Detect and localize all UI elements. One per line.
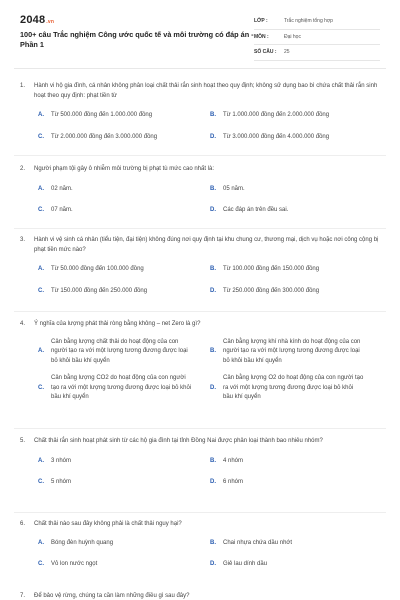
option-letter: D. [210,133,216,140]
option-text: 6 nhóm [223,479,244,485]
option-letter: B. [210,112,216,118]
question-text: Chất thải nào sau đây không phải là chất thải nguy hại? [34,521,182,527]
option-text: 3 nhóm [51,457,72,464]
option-text: 07 năm. [51,207,73,213]
question-4 [20,320,380,411]
question-text: Chất thải rắn sinh hoạt phát sinh từ các hộ gia đình tại tỉnh Đồng Nai được phân loại thành bao nhiêu nhóm? [34,438,323,444]
option-c[interactable] [20,478,192,488]
question-separator [14,428,386,429]
question-separator [14,155,386,156]
option-a[interactable] [20,338,192,367]
option-text: Giẻ lau dính dầu [223,561,268,567]
option-c[interactable] [20,560,192,570]
question-1 [20,82,380,154]
question-stem [20,520,380,530]
option-c[interactable] [20,133,192,143]
meta-key: SỐ CÂU : [254,49,277,56]
option-letter: B. [210,185,216,192]
options [20,539,380,582]
question-stem [20,236,380,255]
option-letter: B. [210,266,216,272]
option-a[interactable] [20,539,192,549]
option-text: 05 năm. [223,185,245,192]
meta-value: Trắc nghiệm tổng hợp [284,18,333,25]
option-letter: C. [38,561,44,567]
option-text: Từ 100.000 đồng đến 150.000 đồng [223,266,320,272]
option-text: Từ 2.000.000 đồng đến 3.000.000 đồng [51,133,158,140]
option-d[interactable] [192,133,364,143]
question-text: Để bảo vệ rừng, chúng ta cần làm những điều gì sau đây? [34,593,190,599]
meta-table [254,14,380,61]
option-letter: A. [38,112,44,118]
option-text: Từ 250.000 đồng đến 300.000 đồng [223,287,320,294]
meta-key: LỚP : [254,18,268,25]
options [20,265,380,308]
question-separator [14,311,386,312]
options [20,185,380,228]
option-letter: C. [38,207,44,213]
option-text: 02 năm. [51,185,73,192]
option-c[interactable] [20,206,192,216]
option-text: Từ 150.000 đồng đến 250.000 đồng [51,287,148,294]
option-letter: C. [38,133,44,140]
meta-value: Đại học [284,33,301,40]
question-number: 5. [20,438,26,444]
question-text: Hành vi hộ gia đình, cá nhân không phân loại chất thải rắn sinh hoạt theo quy định; không sử dụng bao bì chứa chất thải rắn sinh hoạt theo quy định: phạt tiền từ [34,83,378,99]
question-stem [20,437,380,447]
document-title: 100+ câu Trắc nghiệm Công ước quốc tế và môi trường có đáp án - Phần 1 [20,30,254,49]
question-7 [20,592,380,600]
option-letter: C. [38,479,44,485]
question-number: 7. [20,593,26,599]
option-letter: D. [210,207,216,213]
question-3 [20,236,380,308]
question-text: Ý nghĩa của lượng phát thải ròng bằng không – net Zero là gì? [34,321,201,327]
option-letter: A. [38,539,44,546]
logo-suffix: .vn [46,19,55,25]
option-letter: C. [38,384,44,391]
option-letter: B. [210,457,216,464]
option-letter: D. [210,561,216,567]
option-text: Cân bằng lượng chất thải do hoạt động của con người tạo ra với một lượng tương đương được loại bỏ khỏi bầu khí quyển [51,338,188,364]
option-letter: B. [210,539,216,546]
option-d[interactable] [192,206,364,216]
logo-text: 2048 [20,14,46,26]
header-divider [14,68,386,69]
meta-value: 25 [284,49,290,56]
option-letter: D. [210,287,216,294]
question-stem [20,592,380,600]
option-c[interactable] [20,287,192,297]
option-d[interactable] [192,374,364,403]
options [20,457,380,500]
option-letter: A. [38,266,44,272]
option-letter: A. [38,457,44,464]
question-number: 4. [20,321,26,327]
question-number: 6. [20,521,26,527]
question-5 [20,437,380,500]
option-letter: A. [38,185,44,192]
option-letter: B. [210,348,216,354]
option-text: Từ 500.000 đồng đến 1.000.000 đồng [51,112,153,118]
document-header [0,0,400,68]
option-b[interactable] [192,539,364,549]
meta-row-class [254,14,380,30]
option-b[interactable] [192,111,364,121]
question-text: Hành vi vệ sinh cá nhân (tiểu tiện, đại tiện) không đúng nơi quy định tại khu chung cư, thương mại, dịch vụ hoặc nơi công cộng bị phạt tiền mức nào? [34,237,379,253]
option-letter: D. [210,384,216,391]
option-a[interactable] [20,265,192,275]
option-d[interactable] [192,287,364,297]
option-a[interactable] [20,457,192,467]
question-number: 1. [20,83,26,89]
option-text: Cân bằng lượng CO2 do hoạt động của con người tạo ra với một lượng tương đương được loại bỏ khỏi bầu khí quyển [51,375,192,400]
option-letter: C. [38,287,44,294]
option-text: Từ 3.000.000 đồng đến 4.000.000 đồng [223,133,330,140]
question-separator [14,512,386,513]
option-b[interactable] [192,457,364,467]
question-number: 2. [20,166,26,172]
option-text: Cân bằng lượng khí nhà kính do hoạt động của con người tạo ra với một lượng tương đương được loại bỏ khỏi bầu khí quyển [223,338,361,364]
option-b[interactable] [192,338,364,367]
question-number: 3. [20,237,26,243]
option-text: Các đáp án trên đều sai. [223,207,289,213]
option-text: Cân bằng lượng O2 do hoạt động của con người tạo ra với một lượng tương đương được loại bỏ khỏi bầu khí quyển [223,375,364,400]
option-text: Từ 50.000 đồng đến 100.000 đồng [51,266,144,272]
option-text: Từ 1.000.000 đồng đến 2.000.000 đồng [223,112,330,118]
options [20,111,380,154]
option-a[interactable] [20,185,192,195]
meta-row-count [254,45,380,61]
option-c[interactable] [20,374,192,403]
question-6 [20,520,380,582]
options [20,338,380,411]
option-text: Bóng đèn huỳnh quang [51,539,114,546]
option-letter: D. [210,479,216,485]
question-2 [20,165,380,228]
question-stem [20,320,380,330]
option-text: Vỏ lon nước ngọt [51,561,98,567]
option-d[interactable] [192,560,364,570]
option-a[interactable] [20,111,192,121]
meta-key: MÔN : [254,33,269,40]
question-text: Người phạm tội gây ô nhiễm môi trường bị phạt tù mức cao nhất là: [34,166,215,172]
question-stem [20,165,380,175]
option-letter: A. [38,348,44,354]
option-b[interactable] [192,265,364,275]
option-d[interactable] [192,478,364,488]
option-text: 5 nhóm [51,479,72,485]
question-separator [14,228,386,229]
option-text: 4 nhóm [223,457,244,464]
option-b[interactable] [192,185,364,195]
question-stem [20,82,380,101]
site-logo[interactable] [20,14,54,26]
option-text: Chai nhựa chứa dầu nhớt [223,539,293,546]
meta-row-subject [254,30,380,46]
